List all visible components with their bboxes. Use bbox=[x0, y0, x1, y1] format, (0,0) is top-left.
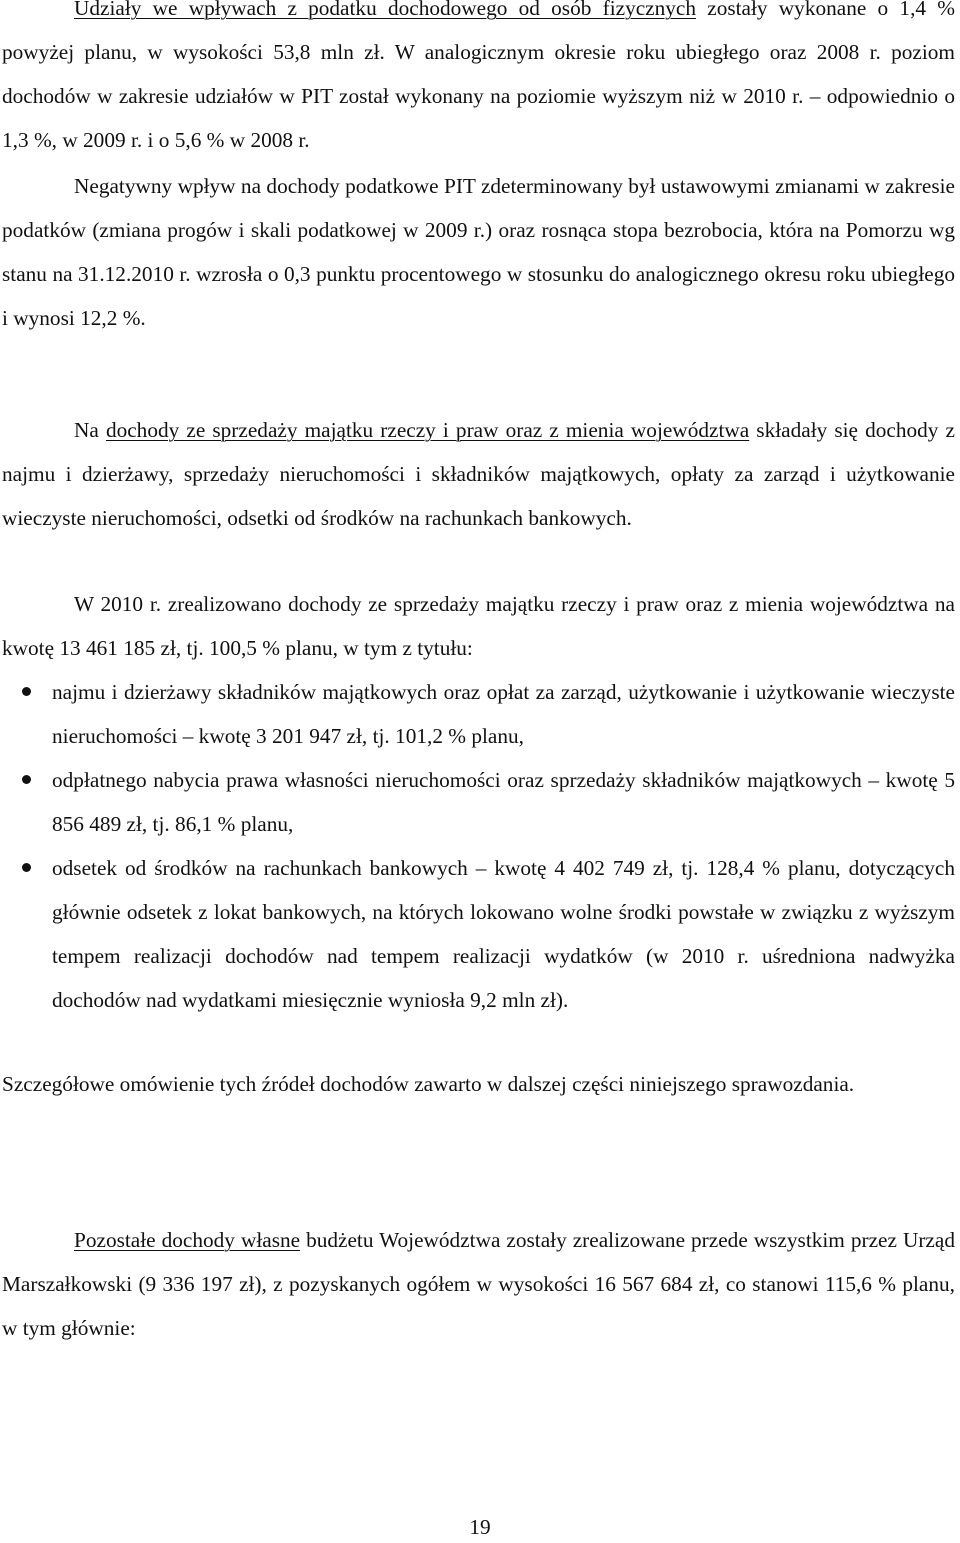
pit-text: zostały wykonane o 1,4 % powyżej planu, w wysokości 53,8 mln zł. W analogicznym okresie roku ubiegłego oraz 2008 r. poziom dochodów w zakresie udziałów w PIT został wykonany na poziomie wyższym niż w 2010 r. – odpowiednio o 1,3 %, w 2009 r. i o 5,6 % w 2008 r. bbox=[2, 0, 955, 152]
negative-impact-paragraph bbox=[2, 164, 955, 340]
bullet-icon bbox=[22, 687, 31, 696]
list-item bbox=[0, 670, 955, 758]
pit-heading: Udziały we wpływach z podatku dochodowego od osób fizycznych bbox=[74, 0, 697, 20]
negative-impact-text: Negatywny wpływ na dochody podatkowe PIT zdeterminowany był ustawowymi zmianami w zakresie podatków (zmiana progów i skali podatkowej w 2009 r.) oraz rosnąca stopa bezrobocia, która na Pomorzu wg stanu na 31.12.2010 r. wzrosła o 0,3 punktu procentowego w stosunku do analogicznego okresu roku ubiegłego i wynosi 12,2 %. bbox=[2, 174, 955, 330]
bullet-icon bbox=[22, 863, 31, 872]
list-item-text: odpłatnego nabycia prawa własności nieruchomości oraz sprzedaży składników majątkowych – kwotę 5 856 489 zł, tj. 86,1 % planu, bbox=[52, 768, 955, 836]
property-summary-paragraph bbox=[2, 582, 955, 670]
pit-paragraph bbox=[2, 0, 955, 162]
list-item-text: odsetek od środków na rachunkach bankowych – kwotę 4 402 749 zł, tj. 128,4 % planu, dotyczących głównie odsetek z lokat bankowych, na których lokowano wolne środki powstałe w związku z wyższym tempem realizacji dochodów nad tempem realizacji wydatków (w 2010 r. uśredniona nadwyżka dochodów nad wydatkami miesięcznie wyniosła 9,2 mln zł). bbox=[52, 856, 955, 1012]
property-text: składały się dochody z najmu i dzierżawy, sprzedaży nieruchomości i składników majątkowych, opłaty za zarząd i użytkowanie wieczyste nieruchomości, odsetki od środków na rachunkach bankowych. bbox=[2, 418, 955, 530]
list-item-text: najmu i dzierżawy składników majątkowych oraz opłat za zarząd, użytkowanie i użytkowanie wieczyste nieruchomości – kwotę 3 201 947 zł, tj. 101,2 % planu, bbox=[52, 680, 955, 748]
details-note-paragraph bbox=[2, 1062, 955, 1106]
property-heading: dochody ze sprzedaży majątku rzeczy i praw oraz z mienia województwa bbox=[105, 418, 750, 442]
property-summary-text: W 2010 r. zrealizowano dochody ze sprzedaży majątku rzeczy i praw oraz z mienia województwa na kwotę 13 461 185 zł, tj. 100,5 % planu, w tym z tytułu: bbox=[2, 592, 955, 660]
property-income-list bbox=[0, 670, 955, 1022]
other-income-paragraph bbox=[2, 1218, 955, 1350]
other-income-heading: Pozostałe dochody własne bbox=[74, 1228, 301, 1252]
details-note-text: Szczegółowe omówienie tych źródeł dochodów zawarto w dalszej części niniejszego sprawozdania. bbox=[2, 1072, 855, 1096]
other-income-text: budżetu Województwa zostały zrealizowane przede wszystkim przez Urząd Marszałkowski (9 336 197 zł), z pozyskanych ogółem w wysokości 16 567 684 zł, co stanowi 115,6 % planu, w tym głównie: bbox=[2, 1228, 955, 1340]
bullet-icon bbox=[22, 775, 31, 784]
list-item bbox=[0, 758, 955, 846]
page-number: 19 bbox=[469, 1515, 491, 1539]
property-lead: Na bbox=[74, 418, 106, 442]
list-item bbox=[0, 846, 955, 1022]
property-paragraph bbox=[2, 408, 955, 540]
